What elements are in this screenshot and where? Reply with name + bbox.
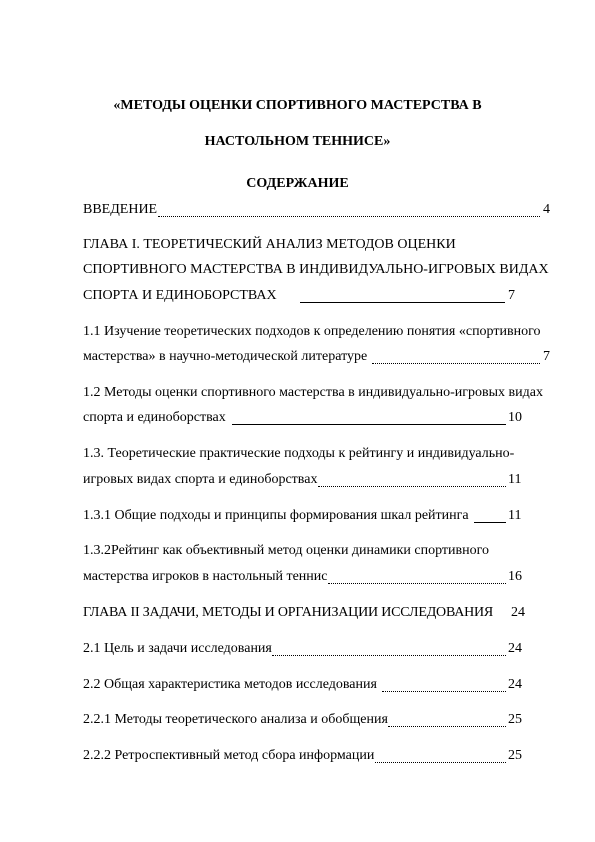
- toc-leader: [372, 363, 540, 364]
- toc-entry-1-3-2-line-2[interactable]: мастерства игроков в настольный теннис: [83, 569, 328, 584]
- toc-entry-1-3-2-line-1[interactable]: 1.3.2Рейтинг как объективный метод оценки динамики спортивного: [83, 543, 490, 558]
- toc-leader: [300, 302, 505, 303]
- toc-leader: [232, 424, 506, 425]
- toc-page-number: 11: [508, 508, 522, 523]
- toc-entry-chapter-2[interactable]: ГЛАВА II ЗАДАЧИ, МЕТОДЫ И ОРГАНИЗАЦИИ ИССЛЕДОВАНИЯ: [83, 605, 494, 620]
- toc-entry-1-3-1[interactable]: 1.3.1 Общие подходы и принципы формирования шкал рейтинга: [83, 508, 469, 523]
- toc-leader: [388, 726, 506, 727]
- toc-page-number: 24: [508, 641, 522, 656]
- toc-page-number: 10: [508, 410, 522, 425]
- toc-entry-1-1-line-2[interactable]: мастерства» в научно-методической литературе: [83, 349, 368, 364]
- toc-page-number: 7: [543, 349, 550, 364]
- toc-page-number: 25: [508, 712, 522, 727]
- document-title-line-1: «МЕТОДЫ ОЦЕНКИ СПОРТИВНОГО МАСТЕРСТВА В: [113, 98, 482, 113]
- contents-heading: СОДЕРЖАНИЕ: [246, 176, 349, 191]
- toc-entry-1-2-line-2[interactable]: спорта и единоборствах: [83, 410, 226, 425]
- toc-leader: [328, 583, 506, 584]
- toc-page-number: 24: [508, 677, 522, 692]
- toc-entry-1-1-line-1[interactable]: 1.1 Изучение теоретических подходов к определению понятия «спортивного: [83, 324, 541, 339]
- document-title-line-2: НАСТОЛЬНОМ ТЕННИСЕ»: [204, 134, 391, 149]
- toc-entry-chapter-1-line-3[interactable]: СПОРТА И ЕДИНОБОРСТВАХ: [83, 288, 277, 303]
- toc-page-number: 11: [508, 472, 522, 487]
- toc-page-number: 25: [508, 748, 522, 763]
- toc-entry-2-2-1[interactable]: 2.2.1 Методы теоретического анализа и обобщения: [83, 712, 388, 727]
- toc-leader: [375, 762, 506, 763]
- toc-leader: [382, 691, 506, 692]
- toc-entry-1-2-line-1[interactable]: 1.2 Методы оценки спортивного мастерства в индивидуально-игровых видах: [83, 385, 543, 400]
- toc-page-number: 4: [543, 202, 550, 217]
- toc-leader: [272, 655, 506, 656]
- toc-entry-chapter-1-line-2[interactable]: СПОРТИВНОГО МАСТЕРСТВА В ИНДИВИДУАЛЬНО-ИГРОВЫХ ВИДАХ: [83, 262, 549, 277]
- toc-leader: [474, 522, 506, 523]
- toc-page-number: 24: [511, 605, 525, 620]
- toc-entry-2-2[interactable]: 2.2 Общая характеристика методов исследования: [83, 677, 377, 692]
- toc-entry-2-1[interactable]: 2.1 Цель и задачи исследования: [83, 641, 272, 656]
- toc-leader: [158, 216, 540, 217]
- toc-leader: [318, 486, 506, 487]
- toc-page-number: 16: [508, 569, 522, 584]
- toc-entry-1-3-line-2[interactable]: игровых видах спорта и единоборствах: [83, 472, 318, 487]
- toc-page-number: 7: [508, 288, 515, 303]
- toc-entry-introduction[interactable]: ВВЕДЕНИЕ: [83, 202, 158, 217]
- toc-entry-1-3-line-1[interactable]: 1.3. Теоретические практические подходы к рейтингу и индивидуально-: [83, 446, 515, 461]
- toc-entry-chapter-1-line-1[interactable]: ГЛАВА I. ТЕОРЕТИЧЕСКИЙ АНАЛИЗ МЕТОДОВ ОЦЕНКИ: [83, 237, 456, 252]
- toc-entry-2-2-2[interactable]: 2.2.2 Ретроспективный метод сбора информации: [83, 748, 375, 763]
